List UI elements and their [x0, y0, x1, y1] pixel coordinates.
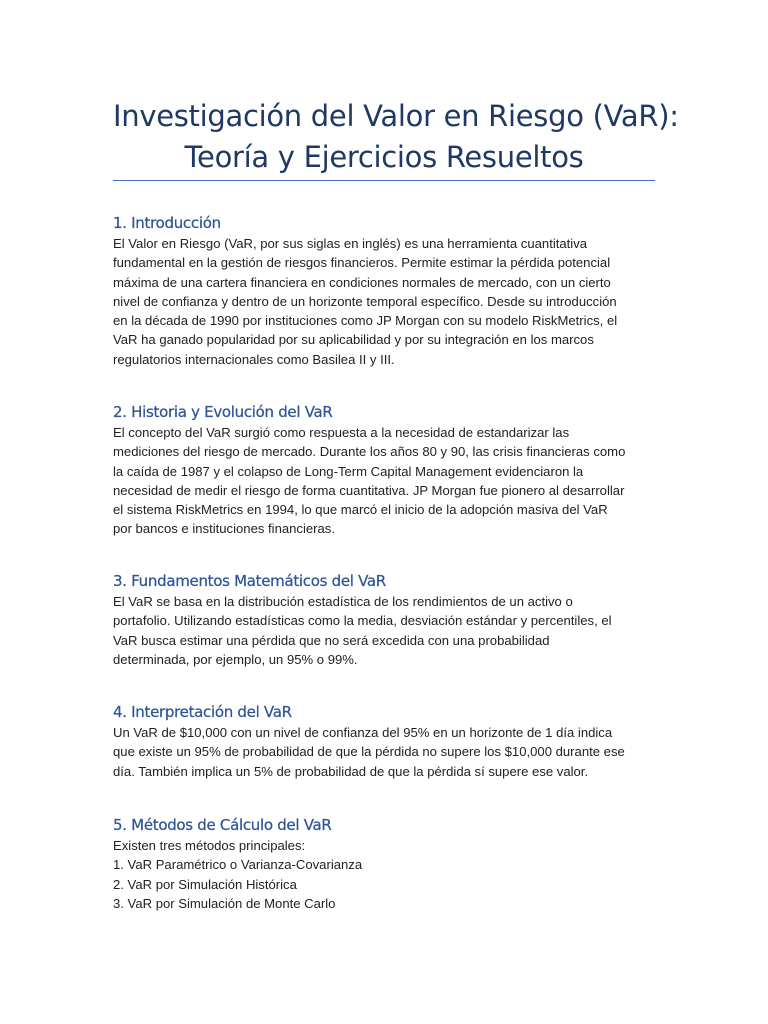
- paragraph-line: El concepto del VaR surgió como respuesta a la necesidad de estandarizar las: [113, 425, 570, 440]
- paragraph-line: VaR ha ganado popularidad por su aplicabilidad y por su integración en los marcos: [113, 332, 594, 348]
- paragraph-line: Existen tres métodos principales:: [113, 838, 306, 853]
- paragraph-line: VaR busca estimar una pérdida que no será excedida con una probabilidad: [113, 632, 550, 648]
- section-heading: 4. Interpretación del VaR: [113, 703, 292, 721]
- section-heading: 1. Introducción: [113, 214, 221, 232]
- paragraph-line: necesidad de medir el riesgo de forma cuantitativa. JP Morgan fue pionero al desarrollar: [113, 482, 625, 498]
- section-heading: 5. Métodos de Cálculo del VaR: [113, 816, 332, 834]
- list-item: 1. VaR Paramétrico o Varianza-Covarianza: [113, 857, 363, 873]
- document-title: [113, 96, 679, 178]
- paragraph-line: El Valor en Riesgo (VaR, por sus siglas en inglés) es una herramienta cuantitativa: [113, 236, 588, 251]
- paragraph-line: el sistema RiskMetrics en 1994, lo que marcó el inicio de la adopción masiva del VaR: [113, 502, 608, 518]
- title-divider: [113, 180, 655, 181]
- list-item: 3. VaR por Simulación de Monte Carlo: [113, 895, 336, 911]
- section-interpretacion: [113, 701, 658, 781]
- paragraph-line: determinada, por ejemplo, un 95% o 99%.: [113, 651, 358, 667]
- paragraph-line: nivel de confianza y dentro de un horizonte temporal específico. Desde su introducción: [113, 293, 617, 309]
- paragraph-line: El VaR se basa en la distribución estadística de los rendimientos de un activo o: [113, 594, 573, 609]
- section-metodos: [113, 814, 658, 913]
- paragraph-line: por bancos e instituciones financieras.: [113, 521, 335, 537]
- paragraph-line: que existe un 95% de probabilidad de que la pérdida no supere los $10,000 durante ese: [113, 744, 625, 760]
- paragraph-line: Un VaR de $10,000 con un nivel de confianza del 95% en un horizonte de 1 día indica: [113, 725, 613, 740]
- title-line-1: Investigación del Valor en Riesgo (VaR):: [113, 99, 679, 133]
- section-paragraph: [113, 423, 658, 539]
- paragraph-line: día. También implica un 5% de probabilidad de que la pérdida sí supere ese valor.: [113, 763, 589, 779]
- paragraph-line: portafolio. Utilizando estadísticas como la media, desviación estándar y percentiles, el: [113, 613, 612, 629]
- section-paragraph: [113, 592, 658, 669]
- paragraph-line: en la década de 1990 por instituciones como JP Morgan con su modelo RiskMetrics, el: [113, 313, 618, 329]
- title-line-2: Teoría y Ejercicios Resueltos: [184, 140, 584, 174]
- list-item: 2. VaR por Simulación Histórica: [113, 876, 297, 892]
- section-paragraph: [113, 234, 658, 369]
- section-paragraph: [113, 836, 658, 913]
- section-fundamentos: [113, 570, 658, 669]
- section-paragraph: [113, 723, 658, 781]
- section-historia: [113, 401, 658, 539]
- paragraph-line: fundamental en la gestión de riesgos financieros. Permite estimar la pérdida potencial: [113, 255, 611, 271]
- paragraph-line: máxima de una cartera financiera en condiciones normales de mercado, con un cierto: [113, 274, 611, 290]
- paragraph-line: regulatorios internacionales como Basilea II y III.: [113, 351, 395, 367]
- section-heading: 3. Fundamentos Matemáticos del VaR: [113, 572, 386, 590]
- section-heading: 2. Historia y Evolución del VaR: [113, 403, 333, 421]
- paragraph-line: mediciones del riesgo de mercado. Durante los años 80 y 90, las crisis financieras como: [113, 444, 626, 460]
- paragraph-line: la caída de 1987 y el colapso de Long-Term Capital Management evidenciaron la: [113, 463, 584, 479]
- section-introduccion: [113, 212, 658, 369]
